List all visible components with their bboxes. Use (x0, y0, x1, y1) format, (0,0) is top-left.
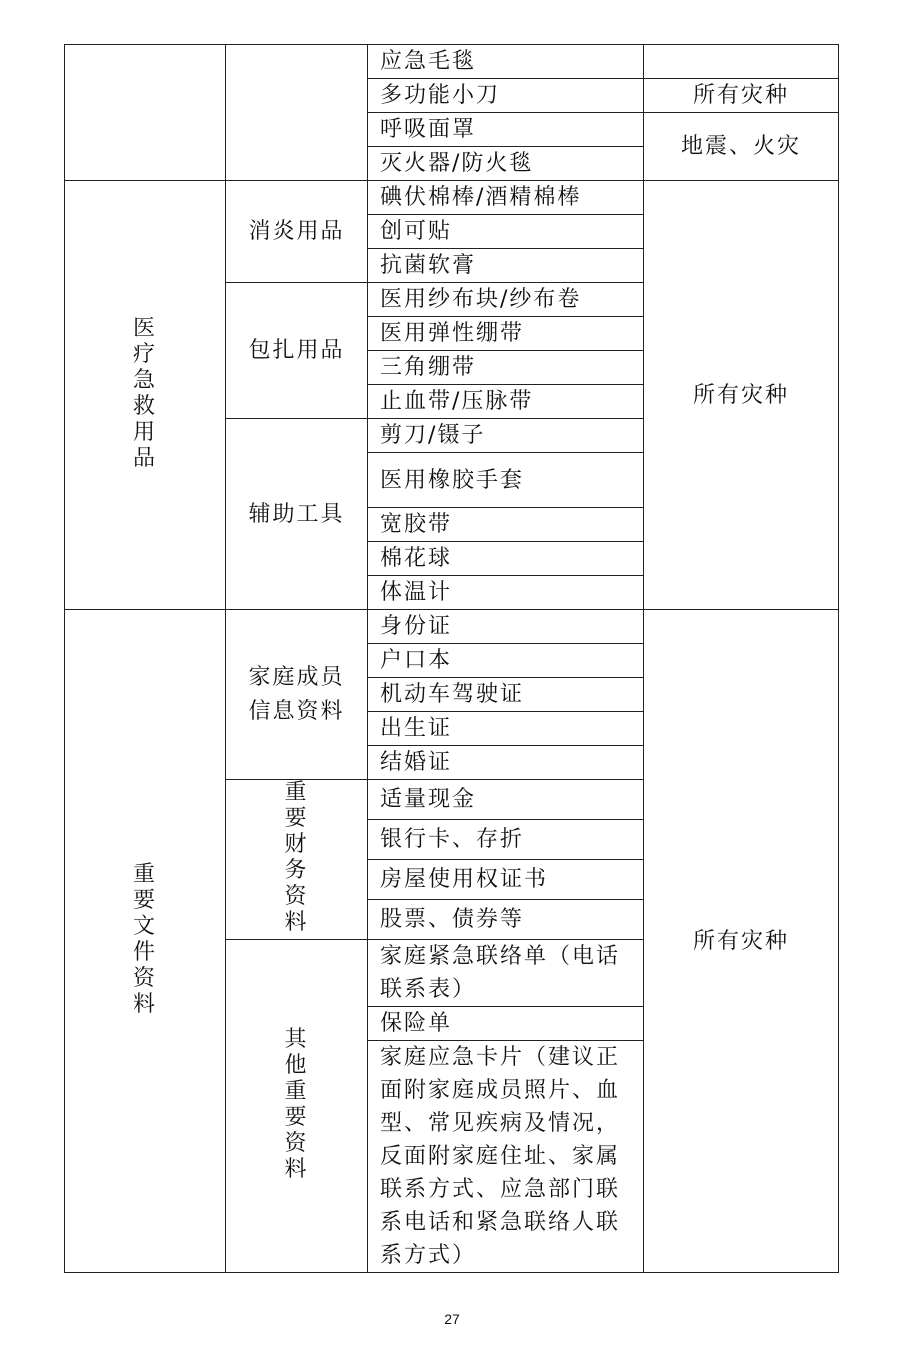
subcategory-cell (226, 419, 368, 610)
category-label: 医疗急救用品 (132, 315, 157, 471)
supplies-table (64, 44, 839, 1273)
item-cell: 医用橡胶手套 (368, 453, 644, 508)
item-cell: 多功能小刀 (368, 79, 644, 113)
category-cell (65, 181, 226, 610)
subcategory-cell (226, 940, 368, 1273)
hazard-cell: 所有灾种 (644, 181, 839, 610)
table-row (65, 45, 839, 79)
hazard-cell (644, 45, 839, 79)
item-cell: 保险单 (368, 1007, 644, 1041)
subcategory-cell-empty (226, 45, 368, 181)
item-cell: 三角绷带 (368, 351, 644, 385)
subcategory-label: 其他重要资料 (284, 1026, 309, 1182)
category-cell-empty (65, 45, 226, 181)
table-row (65, 181, 839, 215)
item-cell: 呼吸面罩 (368, 113, 644, 147)
page-number: 27 (444, 1311, 460, 1327)
subcategory-cell (226, 283, 368, 419)
item-cell: 身份证 (368, 610, 644, 644)
item-cell: 房屋使用权证书 (368, 860, 644, 900)
subcategory-label: 消炎用品 (248, 219, 345, 244)
hazard-cell: 所有灾种 (644, 79, 839, 113)
item-cell: 创可贴 (368, 215, 644, 249)
item-cell: 股票、债券等 (368, 900, 644, 940)
subcategory-label: 包扎用品 (248, 338, 345, 363)
item-cell: 灭火器/防火毯 (368, 147, 644, 181)
item-cell: 家庭应急卡片（建议正面附家庭成员照片、血型、常见疾病及情况，反面附家庭住址、家属联系方式、应急部门联系电话和紧急联络人联系方式） (368, 1041, 644, 1273)
category-cell (65, 610, 226, 1273)
item-cell: 宽胶带 (368, 508, 644, 542)
item-cell: 抗菌软膏 (368, 249, 644, 283)
item-cell: 家庭紧急联络单（电话联系表） (368, 940, 644, 1007)
item-cell: 结婚证 (368, 746, 644, 780)
item-cell: 银行卡、存折 (368, 820, 644, 860)
item-cell: 机动车驾驶证 (368, 678, 644, 712)
hazard-cell: 所有灾种 (644, 610, 839, 1273)
item-cell: 止血带/压脉带 (368, 385, 644, 419)
category-label: 重要文件资料 (132, 861, 157, 1017)
item-cell: 出生证 (368, 712, 644, 746)
item-cell: 棉花球 (368, 542, 644, 576)
item-cell: 剪刀/镊子 (368, 419, 644, 453)
item-cell: 医用纱布块/纱布卷 (368, 283, 644, 317)
item-cell: 碘伏棉棒/酒精棉棒 (368, 181, 644, 215)
item-cell: 体温计 (368, 576, 644, 610)
subcategory-label: 辅助工具 (248, 501, 345, 527)
item-cell: 适量现金 (368, 780, 644, 820)
item-cell: 应急毛毯 (368, 45, 644, 79)
item-cell: 户口本 (368, 644, 644, 678)
subcategory-cell (226, 610, 368, 780)
subcategory-cell (226, 780, 368, 940)
hazard-cell: 地震、火灾 (644, 113, 839, 181)
subcategory-label: 重要财务资料 (284, 780, 309, 935)
item-cell: 医用弹性绷带 (368, 317, 644, 351)
subcategory-label: 家庭成员信息资料 (248, 664, 345, 724)
table-row (65, 610, 839, 644)
subcategory-cell (226, 181, 368, 283)
